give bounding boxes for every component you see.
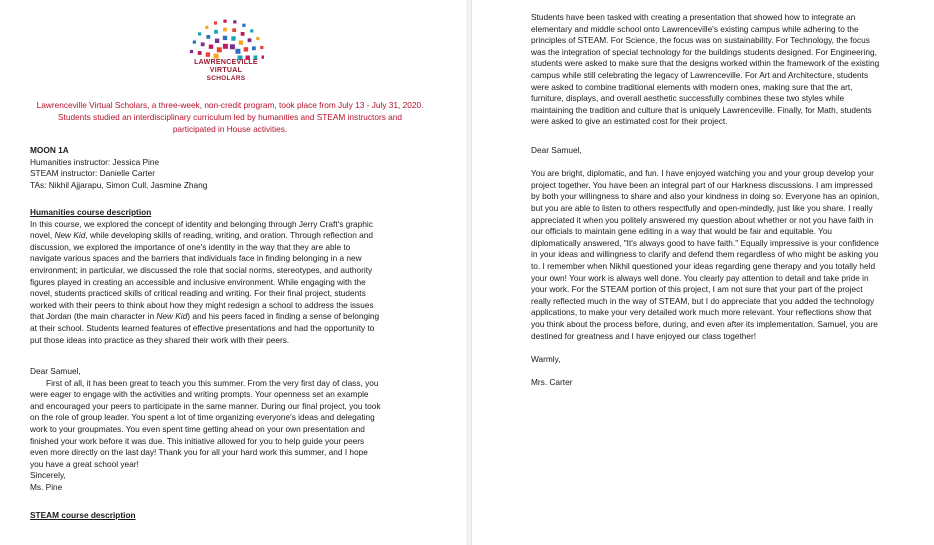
logo-square	[244, 47, 248, 51]
text-line: In this course, we explored the concept of identity and belonging through Jerry Craft's graphic	[30, 218, 373, 229]
text-line: novel, New Kid, while developing skills of reading, writing, and oration. Through reflection and	[30, 230, 373, 241]
logo-square	[193, 41, 196, 44]
logo-square	[190, 50, 193, 53]
logo-word-2: VIRTUAL	[209, 67, 243, 74]
logo-square	[201, 42, 205, 46]
teaching-assistants: TAs: Nikhil Ajjarapu, Simon Cull, Jasmine Zhang	[30, 179, 208, 190]
text-line: by both your willingness to share and also your kindness in doing so. Everyone has an opinion,	[531, 191, 880, 202]
logo-square	[241, 32, 245, 36]
text-line: our officials to maintain gene editing in a way that would be fair and equitable. You	[531, 226, 833, 237]
logo-square	[205, 26, 208, 29]
lawrenceville-virtual-scholars-logo	[188, 14, 264, 84]
steam-description	[531, 12, 911, 128]
humanities-instructor: Humanities instructor: Jessica Pine	[30, 156, 160, 167]
text-line: worked with their peers to think about how they might redesign a school to address the issues	[30, 299, 374, 310]
logo-square	[217, 47, 222, 52]
steam-instructor: STEAM instructor: Danielle Carter	[30, 168, 155, 179]
letter-signature: Mrs. Carter	[531, 376, 573, 387]
logo-square	[233, 20, 236, 23]
logo-square	[232, 28, 236, 32]
text-line: your own! Your work is always well done. You clearly pay attention to detail and take pride in	[531, 272, 869, 283]
text-line: elementary and middle school onto Lawrenceville's existing campus while adhering to the	[531, 23, 859, 34]
text-line: navigate various spaces and the barriers that individuals face in finding belonging in a new	[30, 253, 362, 264]
letter-body	[30, 378, 440, 471]
text-line: put those ideas into practice as they shared their work with their peers.	[30, 334, 290, 345]
logo-square	[248, 38, 252, 42]
text-line: on the role of group leader. You spent a lot of time organizing everyone's ideas and delegating	[30, 412, 375, 423]
logo-square	[206, 35, 210, 39]
steam-heading-block	[30, 510, 440, 522]
intro-line: Lawrenceville Virtual Scholars, a three-week, non-credit program, took place from July 13 - July 31, 2020.	[36, 100, 424, 110]
humanities-heading: Humanities course description	[30, 207, 152, 217]
text-line: were eager to engage with the activities and writing prompts. Your openness set an example	[30, 389, 369, 400]
text-line: figures played in creating an accessible and inclusive environment. While engaging with the	[30, 276, 366, 287]
text-line: that Jordan (the main character in New Kid) and his peers faced in finding a sense of belonging	[30, 311, 380, 322]
steam-body	[531, 12, 911, 128]
intro-line: participated in House activities.	[172, 124, 288, 134]
text-line: environment; in particular, we discussed the role that social norms, stereotypes, and authority	[30, 264, 373, 275]
logo-square	[215, 39, 219, 43]
steam-heading: STEAM course description	[30, 510, 136, 520]
logo-square	[198, 51, 202, 55]
letter-closing: Warmly,	[531, 353, 561, 364]
text-line: work to your groupmates. You even spent time getting ahead on your own presentation and	[30, 423, 365, 434]
logo-square	[223, 36, 227, 40]
logo-mark	[188, 14, 264, 60]
course-info	[30, 145, 440, 191]
logo-square	[214, 30, 218, 34]
letter-body	[531, 168, 911, 342]
letter-signature: Ms. Pine	[30, 481, 63, 492]
text-line: to. I remember when Nikhil questioned your ideas regarding gene therapy and you totally held	[531, 260, 876, 271]
text-line: you have a great school year!	[30, 458, 139, 469]
text-line: You are bright, diplomatic, and fun. I have enjoyed watching you and your group develop your	[531, 168, 874, 179]
text-line: discussion, we explored the importance of one's identity in the way that they are able to	[30, 241, 351, 252]
logo-square	[223, 20, 226, 23]
logo-square	[198, 32, 201, 35]
logo-square	[223, 44, 228, 49]
logo-square	[231, 36, 235, 40]
text-line: were asked to combine traditional elements with modern ones, making sure that the art,	[531, 81, 853, 92]
logo-word-3: SCHOLARS	[206, 75, 246, 82]
text-line: in your ideas and willingness to clarify and defend them regardless of who might be asking you	[531, 249, 879, 260]
text-line: your work. For the STEAM portion of this project, I am not sure that your part of the project	[531, 284, 863, 295]
text-line: were asked to give an estimated cost for their project.	[531, 116, 728, 127]
text-line: but you are able to listen to others respectfully and open-mindedly, just like you share. I really	[531, 202, 873, 213]
steam-letter	[531, 145, 911, 388]
text-line: destined for greatness and I have enjoyed our class together!	[531, 330, 757, 341]
humanities-body	[30, 219, 440, 347]
text-line: principles of STEAM. For Science, the focus was on sustainability. For Technology, the focus	[531, 35, 870, 46]
logo-square	[250, 29, 253, 32]
logo-square	[214, 54, 219, 59]
logo-square	[260, 46, 263, 49]
text-line: appreciated it when you politely answered my question about whether or not you have faith in	[531, 214, 874, 225]
text-line: diplomatically answered, "It's always good to have faith." Equally impressive is your confidence	[531, 237, 879, 248]
text-line: at their school. Students learned features of effective presentations and had the opportunity to	[30, 322, 375, 333]
logo-square	[230, 44, 235, 49]
program-intro	[20, 99, 440, 135]
logo-word-1: LAWRENCEVILLE	[194, 59, 258, 66]
text-line: and encouraged your peers to participate in the same manner. During our final project, you took	[30, 400, 381, 411]
logo-square	[239, 40, 243, 44]
logo-square	[209, 45, 213, 49]
logo-square	[256, 37, 259, 40]
text-line: maintaining the tradition and culture that is uniquely Lawrenceville. Finally, for Math, students	[531, 104, 872, 115]
letter-salutation: Dear Samuel,	[531, 145, 582, 155]
text-line: even more directly on the last day! Thank you for all your hard work this summer, and I hope	[30, 447, 368, 458]
course-name: MOON 1A	[30, 145, 69, 155]
logo-square	[235, 49, 240, 54]
text-line: furniture, displays, and overall aesthetic successfully combines these two styles while	[531, 93, 845, 104]
text-line: project together. You have been an integral part of our Harkness discussions. I am impressed	[531, 179, 873, 190]
letter-salutation: Dear Samuel,	[30, 366, 81, 376]
logo-square	[214, 21, 217, 24]
text-line: Students have been tasked with creating a presentation that showed how to integrate an	[531, 12, 856, 22]
text-line: was the integration of special technology for the buildings students designed. For Engineering,	[531, 46, 877, 57]
humanities-description	[30, 207, 440, 346]
intro-line: Students studied an interdisciplinary curriculum led by humanities and STEAM instructors and	[57, 112, 403, 122]
letter-closing: Sincerely,	[30, 470, 66, 481]
text-line: applications, to make your very detailed work much more relevant. Your reflections show that	[531, 307, 872, 318]
logo-square	[252, 46, 256, 50]
text-line: you think about the process before, during, and even after its implementation. Samuel, you are	[531, 318, 878, 329]
text-line: students were asked to make sure that the designs worked within the framework of the existing	[531, 58, 880, 69]
text-line: finished your work before it was due. This initiative allowed for you to help guide your peers	[30, 435, 365, 446]
text-line: First of all, it has been great to teach you this summer. From the very first day of class, you	[46, 377, 379, 388]
text-line: really reflected much in the way of STEAM, but I do appreciate that you added the technology	[531, 295, 875, 306]
logo-square	[242, 24, 245, 27]
humanities-letter	[30, 366, 440, 494]
logo-square	[206, 52, 210, 56]
logo-square	[223, 28, 227, 32]
text-line: novel, students practiced skills of critical reading and writing. For their final project, students	[30, 288, 366, 299]
text-line: campus while still celebrating the legacy of Lawrenceville. For Art and Architecture, students	[531, 69, 869, 80]
